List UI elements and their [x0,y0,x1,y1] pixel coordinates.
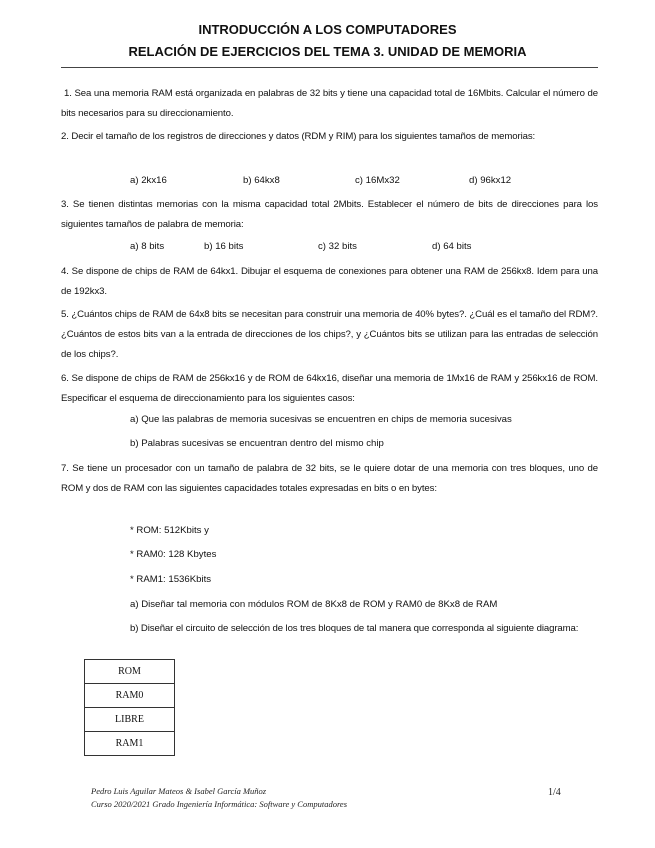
exercise-7-rom: * ROM: 512Kbits y [130,525,209,536]
option-c: c) 16Mx32 [355,175,400,186]
exercise-6-case-b: b) Palabras sucesivas se encuentran dentro del mismo chip [130,438,384,449]
option-c: c) 32 bits [318,241,357,252]
exercise-7-ram0: * RAM0: 128 Kbytes [130,549,217,560]
exercise-2: 2. Decir el tamaño de los registros de direcciones y datos (RDM y RIM) para los siguientes tamaños de memorias: [61,131,536,142]
exercise-6: 6. Se dispone de chips de RAM de 256kx16 y de ROM de 64kx16, diseñar una memoria de 1Mx16 de RAM y 256kx16 de ROM. Especificar el esquema de direccionamiento para los siguientes casos: [61,373,598,404]
option-b: b) 16 bits [204,241,244,252]
exercise-7: 7. Se tiene un procesador con un tamaño de palabra de 32 bits, se le quiere dotar de una memoria con tres bloques, uno de ROM y dos de RAM con las siguientes capacidades totales expresadas en bits o en bytes: [61,463,598,494]
footer-authors: Pedro Luis Aguilar Mateos & Isabel García Muñoz [91,786,267,796]
exercise-7-part-b: b) Diseñar el circuito de selección de los tres bloques de tal manera que corresponda al siguiente diagrama: [130,623,579,634]
exercise-5: 5. ¿Cuántos chips de RAM de 64x8 bits se necesitan para construir una memoria de 40% bytes?. ¿Cuál es el tamaño del RDM?. ¿Cuántos de estos bits van a la entrada de direcciones de los chips?, y ¿Cuántos bits se utilizan para las entradas de selección de los chips?. [61,309,598,360]
exercise-7-part-a: a) Diseñar tal memoria con módulos ROM de 8Kx8 de ROM y RAM0 de 8Kx8 de RAM [130,599,498,610]
footer-course: Curso 2020/2021 Grado Ingeniería Informática: Software y Computadores [91,799,348,809]
exercise-1: 1. Sea una memoria RAM está organizada en palabras de 32 bits y tiene una capacidad total de 16Mbits. Calcular el número de bits necesarios para su direccionamiento. [61,88,598,119]
option-a: a) 8 bits [130,241,165,252]
document-subtitle: RELACIÓN DE EJERCICIOS DEL TEMA 3. UNIDAD DE MEMORIA [128,44,527,59]
option-d: d) 64 bits [432,241,472,252]
block-free: LIBRE [85,708,175,732]
exercise-6-case-a: a) Que las palabras de memoria sucesivas se encuentren en chips de memoria sucesivas [130,414,512,425]
exercise-3: 3. Se tienen distintas memorias con la misma capacidad total 2Mbits. Establecer el número de bits de direcciones para los siguientes tamaños de palabra de memoria: [61,199,598,230]
memory-map-diagram [84,659,175,756]
exercise-4: 4. Se dispone de chips de RAM de 64kx1. Dibujar el esquema de conexiones para obtener una RAM de 256kx8. Idem para una de 192kx3. [61,266,598,297]
option-b: b) 64kx8 [243,175,280,186]
block-ram1: RAM1 [85,732,175,756]
page-number: 1/4 [548,787,561,798]
exercise-7-ram1: * RAM1: 1536Kbits [130,574,212,585]
document-title: INTRODUCCIÓN A LOS COMPUTADORES [198,22,457,37]
block-rom: ROM [85,660,175,684]
option-a: a) 2kx16 [130,175,167,186]
header-divider [61,67,598,68]
option-d: d) 96kx12 [469,175,512,186]
block-ram0: RAM0 [85,684,175,708]
